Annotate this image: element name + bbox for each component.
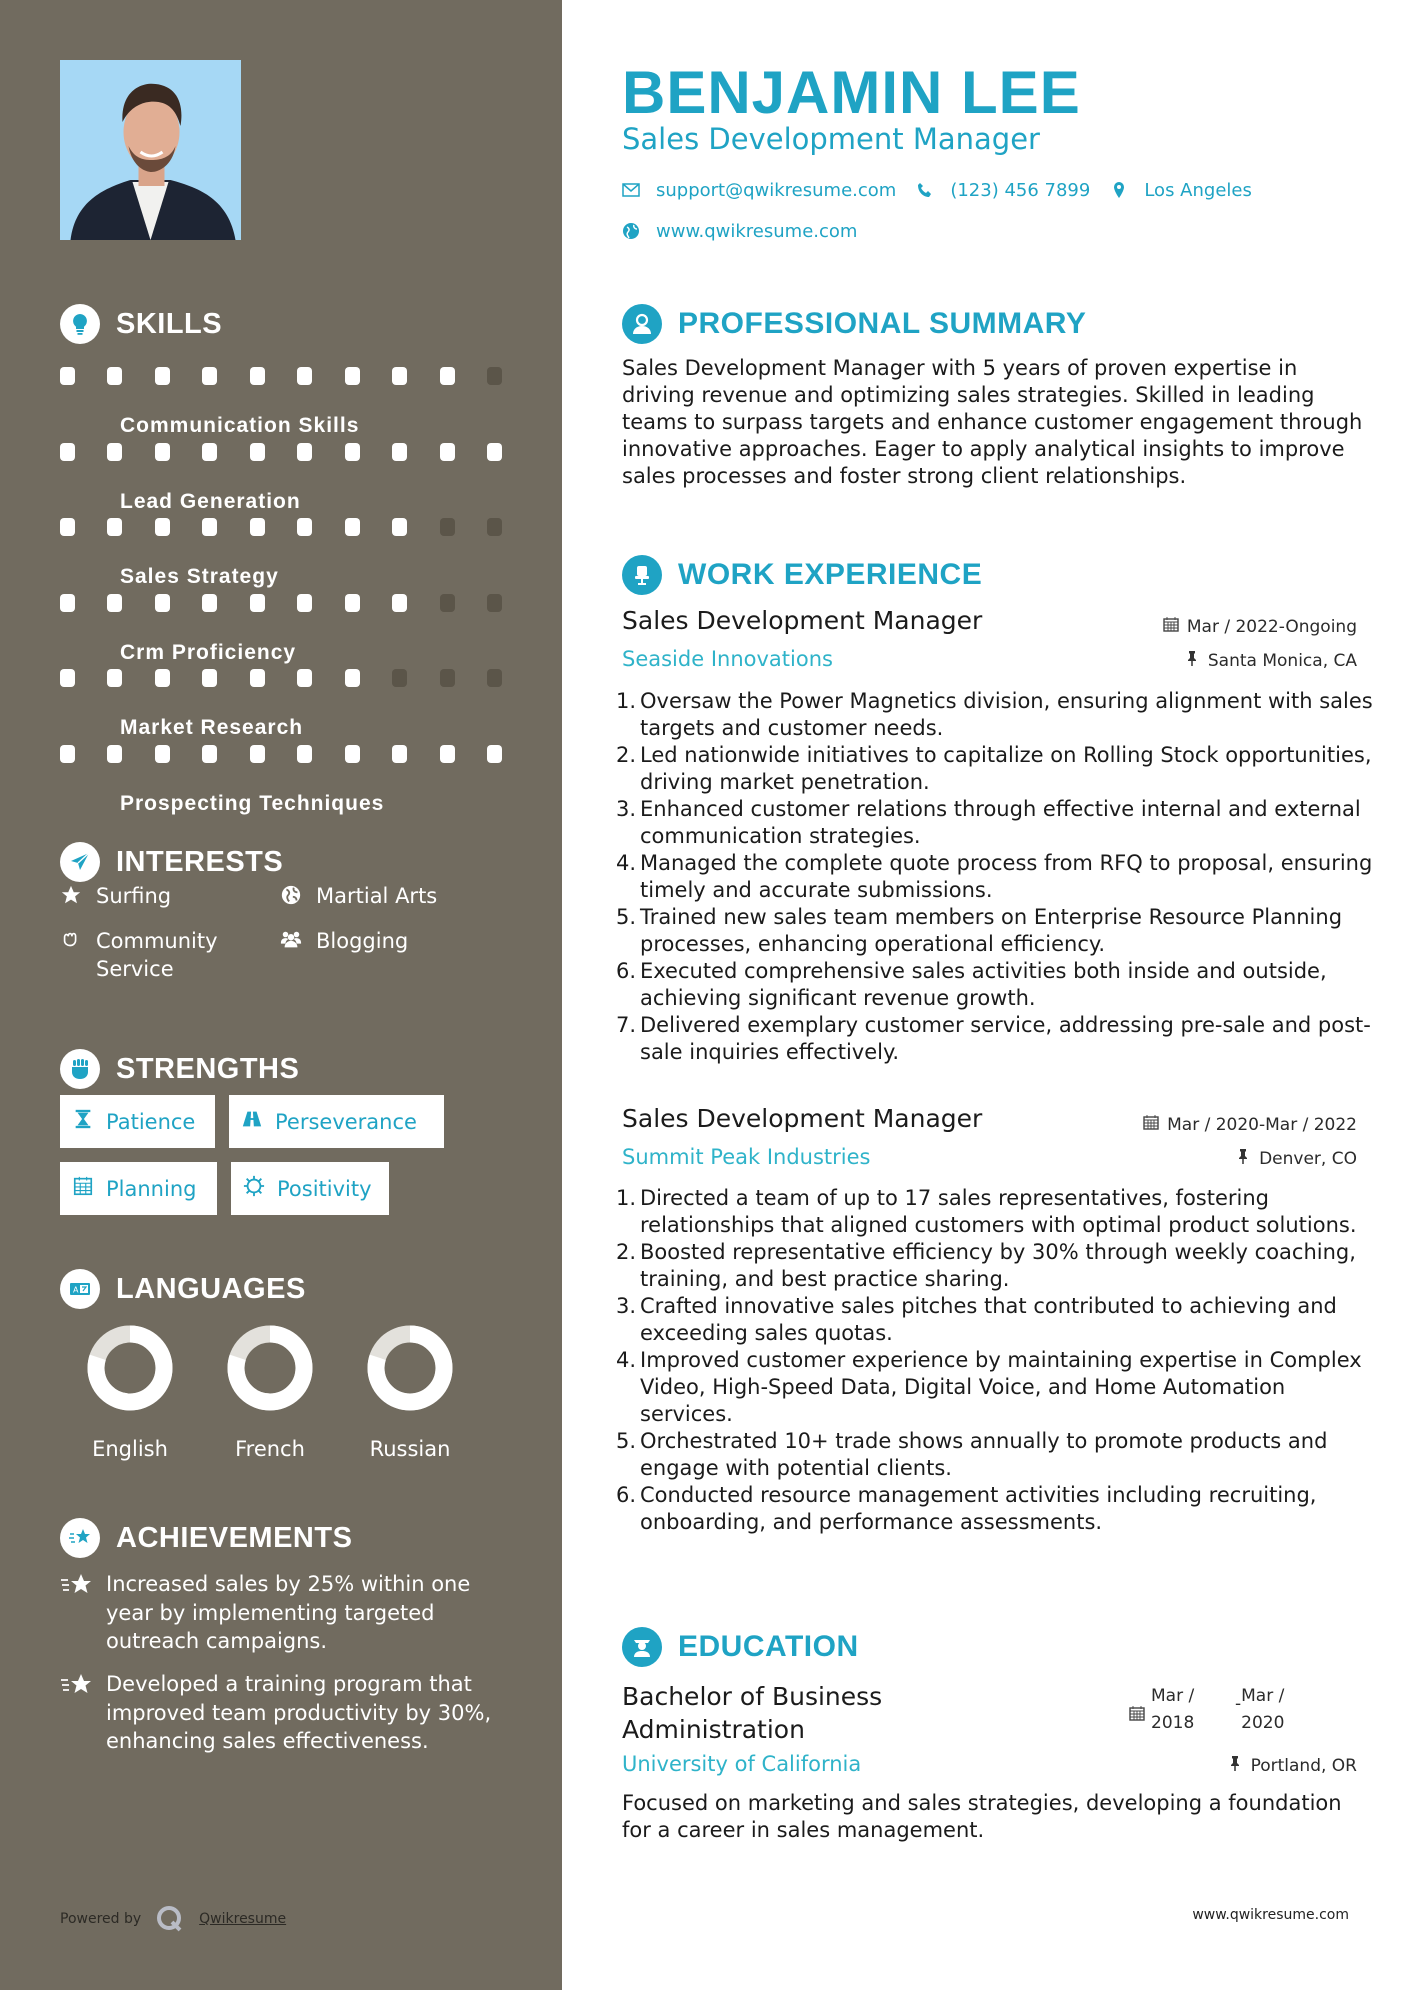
- job-bullet: [616, 904, 1377, 958]
- rating-dot-filled: [60, 443, 75, 461]
- edu-end-year: 2020: [1241, 1713, 1285, 1733]
- achievement-item: [60, 1670, 510, 1756]
- rating-dot-filled: [487, 443, 502, 461]
- bullet-number: 2.: [616, 1240, 637, 1264]
- rating-dot-filled: [250, 518, 265, 536]
- interest-item: [280, 927, 510, 983]
- candidate-name: BENJAMIN LEE: [622, 59, 1081, 126]
- skill-name: Market Research: [120, 716, 304, 739]
- experience-heading: [622, 555, 982, 595]
- job-bullet: [616, 850, 1377, 904]
- skill-rating: [60, 745, 502, 763]
- rating-dot-empty: [440, 518, 455, 536]
- summary-heading: [622, 304, 1086, 344]
- edu-start-month: Mar /: [1151, 1686, 1195, 1706]
- bullet-text: Enhanced customer relations through effective internal and external communication strategies.: [640, 797, 1361, 848]
- language-item: [60, 1325, 200, 1461]
- user-icon: [622, 304, 662, 344]
- language-name: English: [92, 1437, 168, 1461]
- rating-dot-filled: [155, 745, 170, 763]
- skill-name: Communication Skills: [120, 414, 360, 437]
- job-bullet: [616, 1428, 1377, 1482]
- rating-dot-filled: [155, 443, 170, 461]
- website-row: [622, 221, 857, 242]
- job-bullet: [616, 1482, 1377, 1536]
- rating-dot-filled: [155, 367, 170, 385]
- hand-icon: [60, 927, 84, 983]
- edu-end-month: Mar /: [1241, 1686, 1285, 1706]
- globe-icon: [280, 882, 304, 913]
- rating-dot-filled: [487, 745, 502, 763]
- interests-title: INTERESTS: [116, 845, 284, 878]
- bullet-text: Boosted representative efficiency by 30% through weekly coaching, training, and best practice sharing.: [640, 1240, 1356, 1291]
- bullet-text: Crafted innovative sales pitches that contributed to achieving and exceeding sales quotas.: [640, 1294, 1337, 1345]
- shooting-star-icon: [60, 1570, 96, 1656]
- education-location-text: Portland, OR: [1250, 1755, 1357, 1776]
- skill-rating: [60, 669, 502, 687]
- map-pin-icon: [1110, 181, 1130, 201]
- job-bullet: [616, 1347, 1377, 1428]
- rating-dot-empty: [440, 594, 455, 612]
- bullet-number: 3.: [616, 1294, 637, 1318]
- strength-chip: [229, 1095, 444, 1148]
- skill-item: [60, 506, 510, 588]
- users-icon: [280, 927, 304, 983]
- job-bullet: [616, 1185, 1377, 1239]
- bullet-text: Delivered exemplary customer service, addressing pre-sale and post-sale inquiries effectively.: [640, 1013, 1371, 1064]
- skill-item: [60, 733, 510, 815]
- rating-dot-filled: [250, 367, 265, 385]
- job-title: Sales Development Manager: [622, 606, 983, 635]
- interest-label: Surfing: [96, 884, 172, 908]
- rating-dot-filled: [297, 443, 312, 461]
- languages-title: LANGUAGES: [116, 1272, 306, 1305]
- strength-label: Positivity: [277, 1176, 372, 1201]
- rating-dot-filled: [345, 594, 360, 612]
- degree-line-2: Administration: [622, 1715, 805, 1744]
- rating-dot-filled: [60, 594, 75, 612]
- rating-dot-filled: [202, 443, 217, 461]
- rating-dot-filled: [202, 367, 217, 385]
- summary-text: Sales Development Manager with 5 years of proven expertise in driving revenue and optimizing sales strategies. Skilled in leading teams to surpass targets and enhance customer engagement through innovative approaches. Eager to apply analytical insights to improve sales processes and foster strong client relationships.: [622, 356, 1363, 488]
- bullet-text: Improved customer experience by maintaining expertise in Complex Video, High-Speed Data, Digital Voice, and Home Automation services.: [640, 1348, 1362, 1426]
- bullet-number: 4.: [616, 851, 637, 875]
- rating-dot-filled: [107, 367, 122, 385]
- interest-item: [280, 882, 510, 913]
- pushpin-icon: [1184, 650, 1200, 671]
- rating-dot-empty: [487, 594, 502, 612]
- candidate-title: Sales Development Manager: [622, 122, 1040, 156]
- education-location: [1227, 1755, 1357, 1776]
- job-bullets: [616, 688, 1377, 1066]
- rating-dot-filled: [107, 669, 122, 687]
- languages-list: [60, 1325, 480, 1461]
- hourglass-icon: [72, 1108, 94, 1135]
- paper-plane-icon: [60, 842, 100, 882]
- rating-dot-filled: [250, 594, 265, 612]
- job-location: [1235, 1148, 1357, 1169]
- rating-dot-empty: [487, 367, 502, 385]
- bullet-number: 4.: [616, 1348, 637, 1372]
- job-title: Sales Development Manager: [622, 1104, 983, 1133]
- education-text: Focused on marketing and sales strategies, developing a foundation for a career in sales management.: [622, 1791, 1342, 1842]
- interest-item: [60, 927, 280, 983]
- rating-dot-filled: [155, 594, 170, 612]
- rating-dot-filled: [250, 443, 265, 461]
- bullet-text: Led nationwide initiatives to capitalize on Rolling Stock opportunities, driving market penetration.: [640, 743, 1372, 794]
- school-name: University of California: [622, 1752, 862, 1776]
- language-item: [340, 1325, 480, 1461]
- company-name: Seaside Innovations: [622, 647, 833, 671]
- rating-dot-filled: [202, 745, 217, 763]
- strengths-title: STRENGTHS: [116, 1052, 300, 1085]
- bullet-number: 1.: [616, 1186, 637, 1210]
- calendar-icon: [1143, 1114, 1159, 1135]
- skill-item: [60, 582, 510, 664]
- rating-dot-filled: [107, 594, 122, 612]
- location-text: Los Angeles: [1144, 180, 1252, 201]
- interests-list: [60, 882, 530, 983]
- main-content: [562, 0, 1407, 1990]
- rating-dot-filled: [155, 518, 170, 536]
- skill-rating: [60, 443, 502, 461]
- education-title: EDUCATION: [678, 1630, 859, 1663]
- svg-text:A: A: [73, 1285, 79, 1295]
- interest-label: Blogging: [316, 929, 409, 953]
- skills-heading: [60, 304, 222, 344]
- skill-item: [60, 657, 510, 739]
- rating-dot-filled: [107, 443, 122, 461]
- bullet-text: Orchestrated 10+ trade shows annually to promote products and engage with potential clients.: [640, 1429, 1328, 1480]
- rating-dot-filled: [297, 745, 312, 763]
- rating-dot-filled: [440, 367, 455, 385]
- shooting-star-icon: [60, 1670, 96, 1756]
- skill-name: Prospecting Techniques: [120, 791, 385, 815]
- qwikresume-link[interactable]: Qwikresume: [199, 1911, 287, 1927]
- achievements-heading: [60, 1518, 352, 1558]
- rating-dot-filled: [345, 443, 360, 461]
- calendar-icon: [1163, 616, 1179, 637]
- job-dates: [1163, 616, 1357, 637]
- contact-row: [622, 180, 1252, 201]
- rating-dot-filled: [297, 594, 312, 612]
- skill-rating: [60, 518, 502, 536]
- rating-dot-filled: [345, 745, 360, 763]
- skill-rating: [60, 594, 502, 612]
- job-bullet: [616, 796, 1377, 850]
- footer-website[interactable]: www.qwikresume.com: [1192, 1907, 1349, 1923]
- bullet-number: 5.: [616, 1429, 637, 1453]
- job-dates-text: Mar / 2020-Mar / 2022: [1167, 1114, 1357, 1135]
- language-donut: [227, 1325, 313, 1411]
- calendar-icon: [72, 1175, 94, 1202]
- language-donut: [367, 1325, 453, 1411]
- rating-dot-filled: [345, 669, 360, 687]
- rating-dot-empty: [392, 669, 407, 687]
- skill-name: Sales Strategy: [120, 565, 279, 588]
- pushpin-icon: [1235, 1148, 1251, 1169]
- language-donut: [87, 1325, 173, 1411]
- profile-photo: [60, 60, 241, 240]
- interest-label: Community Service: [96, 929, 218, 981]
- job-location-text: Santa Monica, CA: [1207, 650, 1357, 671]
- experience-title: WORK EXPERIENCE: [678, 558, 983, 591]
- job-dates-text: Mar / 2022-Ongoing: [1186, 616, 1357, 637]
- road-icon: [241, 1108, 263, 1135]
- education-heading: [622, 1627, 859, 1667]
- job-bullet: [616, 742, 1377, 796]
- powered-by: [60, 1904, 286, 1934]
- strength-chip: [60, 1095, 215, 1148]
- bullet-number: 7.: [616, 1013, 637, 1037]
- interest-item: [60, 882, 280, 913]
- rating-dot-filled: [107, 518, 122, 536]
- strength-label: Planning: [106, 1176, 197, 1201]
- email-link[interactable]: support@qwikresume.com: [656, 180, 897, 201]
- sidebar: [0, 0, 562, 1990]
- bullet-number: 3.: [616, 797, 637, 821]
- fist-icon: [60, 1049, 100, 1089]
- degree-line-1: Bachelor of Business: [622, 1682, 883, 1711]
- bullet-text: Directed a team of up to 17 sales representatives, fostering relationships that aligned customers with optimal product solutions.: [640, 1186, 1357, 1237]
- rating-dot-filled: [60, 745, 75, 763]
- bullet-number: 1.: [616, 689, 637, 713]
- bullet-number: 5.: [616, 905, 637, 929]
- rating-dot-filled: [107, 745, 122, 763]
- rating-dot-filled: [250, 745, 265, 763]
- rating-dot-filled: [297, 367, 312, 385]
- bullet-text: Managed the complete quote process from RFQ to proposal, ensuring timely and accurate submissions.: [640, 851, 1373, 902]
- globe-icon: [622, 222, 642, 242]
- rating-dot-filled: [60, 367, 75, 385]
- rating-dot-filled: [60, 518, 75, 536]
- job-bullet: [616, 1012, 1377, 1066]
- job-bullet: [616, 1293, 1377, 1347]
- rating-dot-filled: [392, 443, 407, 461]
- edu-start-year: 2018: [1151, 1713, 1195, 1733]
- education-dates: [1129, 1683, 1284, 1737]
- rating-dot-filled: [345, 518, 360, 536]
- language-name: French: [235, 1437, 305, 1461]
- job-bullets: [616, 1185, 1377, 1536]
- sun-icon: [243, 1175, 265, 1202]
- rating-dot-filled: [440, 443, 455, 461]
- interests-heading: [60, 842, 283, 882]
- envelope-icon: [622, 181, 642, 201]
- company-name: Summit Peak Industries: [622, 1145, 871, 1169]
- lightbulb-icon: [60, 304, 100, 344]
- achievement-text: Increased sales by 25% within one year by implementing targeted outreach campaigns.: [106, 1572, 471, 1653]
- bullet-text: Trained new sales team members on Enterprise Resource Planning processes, enhancing operational efficiency.: [640, 905, 1343, 956]
- rating-dot-filled: [440, 745, 455, 763]
- languages-heading: [60, 1269, 306, 1309]
- summary-title: PROFESSIONAL SUMMARY: [678, 307, 1087, 340]
- job-location: [1184, 650, 1357, 671]
- skill-item: [60, 431, 510, 513]
- rating-dot-filled: [202, 594, 217, 612]
- rating-dot-filled: [60, 669, 75, 687]
- job-bullet: [616, 688, 1377, 742]
- edu-date-separator: -: [1235, 1694, 1242, 1714]
- rating-dot-filled: [155, 669, 170, 687]
- skill-name: Crm Proficiency: [120, 640, 297, 664]
- rating-dot-filled: [297, 518, 312, 536]
- qwikresume-logo-icon: [155, 1904, 185, 1934]
- degree-name: [622, 1680, 882, 1746]
- bullet-text: Oversaw the Power Magnetics division, ensuring alignment with sales targets and customer needs.: [640, 689, 1373, 740]
- language-item: [200, 1325, 340, 1461]
- rating-dot-filled: [392, 594, 407, 612]
- strengths-heading: [60, 1049, 299, 1089]
- phone-icon: [916, 181, 936, 201]
- achievement-text: Developed a training program that improved team productivity by 30%, enhancing sales effectiveness.: [106, 1672, 492, 1753]
- skills-title: SKILLS: [116, 307, 223, 340]
- interest-label: Martial Arts: [316, 884, 438, 908]
- strength-label: Patience: [106, 1109, 196, 1134]
- strength-chip: [60, 1162, 217, 1215]
- achievements-title: ACHIEVEMENTS: [116, 1521, 353, 1554]
- strength-chip: [231, 1162, 389, 1215]
- rating-dot-filled: [392, 745, 407, 763]
- bullet-text: Executed comprehensive sales activities both inside and outside, achieving significant revenue growth.: [640, 959, 1327, 1010]
- rating-dot-filled: [392, 518, 407, 536]
- rating-dot-filled: [202, 518, 217, 536]
- bullet-number: 6.: [616, 959, 637, 983]
- language-name: Russian: [369, 1437, 451, 1461]
- rating-dot-filled: [297, 669, 312, 687]
- office-chair-icon: [622, 555, 662, 595]
- rating-dot-filled: [392, 367, 407, 385]
- rating-dot-filled: [250, 669, 265, 687]
- rating-dot-empty: [487, 518, 502, 536]
- pushpin-icon: [1227, 1755, 1243, 1776]
- job-bullet: [616, 1239, 1377, 1293]
- achievement-item: [60, 1570, 510, 1656]
- rating-dot-empty: [487, 669, 502, 687]
- rating-dot-filled: [345, 367, 360, 385]
- star-icon: [60, 882, 84, 913]
- calendar-icon: [1129, 1683, 1145, 1737]
- bullet-text: Conducted resource management activities including recruiting, onboarding, and performance assessments.: [640, 1483, 1317, 1534]
- website-link[interactable]: www.qwikresume.com: [656, 221, 858, 242]
- job-dates: [1143, 1114, 1357, 1135]
- skill-rating: [60, 367, 502, 385]
- skill-item: [60, 355, 510, 437]
- strength-label: Perseverance: [275, 1109, 417, 1134]
- bullet-number: 6.: [616, 1483, 637, 1507]
- shooting-star-icon: [60, 1518, 100, 1558]
- translate-icon: [60, 1269, 100, 1309]
- skill-name: Lead Generation: [120, 489, 301, 513]
- strengths-list: [60, 1095, 530, 1215]
- avatar-illustration: [60, 60, 241, 240]
- powered-by-label: Powered by: [60, 1911, 142, 1927]
- graduate-icon: [622, 1627, 662, 1667]
- bullet-number: 2.: [616, 743, 637, 767]
- job-location-text: Denver, CO: [1259, 1148, 1357, 1169]
- job-bullet: [616, 958, 1377, 1012]
- rating-dot-empty: [440, 669, 455, 687]
- rating-dot-filled: [202, 669, 217, 687]
- phone-number[interactable]: (123) 456 7899: [950, 180, 1091, 201]
